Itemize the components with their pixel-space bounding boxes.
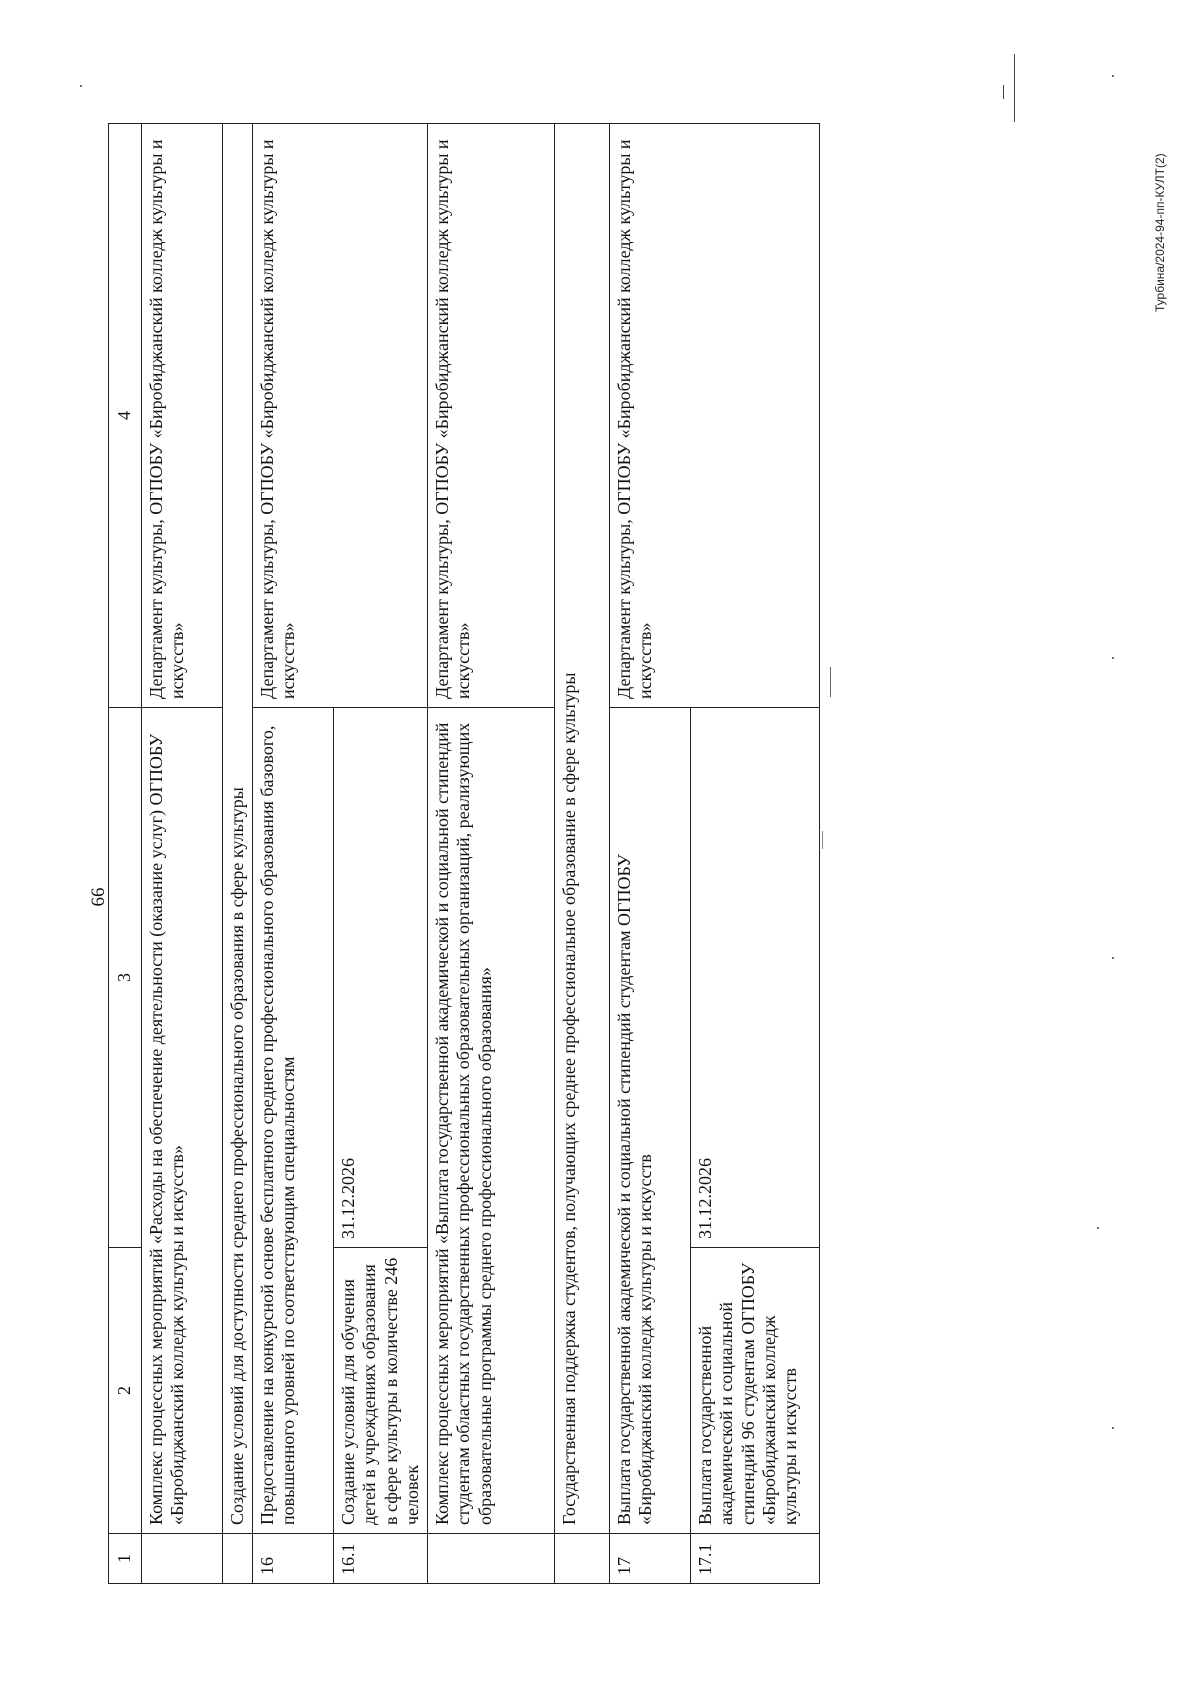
row-text: Комплекс процессных мероприятий «Расходы на обеспечение деятельности (оказание услуг) ОГПОБУ «Биробиджанский колледж культуры и искусств» (142, 708, 223, 1534)
page-number: 66 (88, 887, 109, 907)
row-number: 17.1 (691, 1534, 820, 1584)
scan-mark (1014, 54, 1015, 122)
section-title: Создание условий для доступности среднего профессионального образования в сфере культуры (223, 124, 253, 1534)
scan-mark (830, 667, 831, 697)
column-header-3: 3 (109, 708, 142, 1248)
row-number: 16.1 (334, 1534, 428, 1584)
row-text: Комплекс процессных мероприятий «Выплата государственной академической и социальной стипендий студентам областных государственных профессиональных образовательных организаций, реализующих образовательные программы среднего профессионального образования» (428, 708, 555, 1534)
row-date: 31.12.2026 (334, 708, 428, 1248)
empty-cell (223, 1534, 253, 1584)
scan-speck (1097, 1227, 1099, 1229)
scan-mark (822, 831, 823, 849)
table-row (142, 124, 223, 1584)
section-row (223, 124, 253, 1584)
scan-speck (1112, 1427, 1114, 1429)
row-number (142, 1534, 223, 1584)
scan-speck (80, 85, 82, 87)
row-responsible: Департамент культуры, ОГПОБУ «Биробиджанский колледж культуры и искусств» (253, 124, 428, 708)
row-text: Выплата государственной академической и социальной стипендий студентам ОГПОБУ «Биробиджанский колледж культуры и искусств (610, 708, 691, 1534)
column-header-4: 4 (109, 124, 142, 708)
row-text: Выплата государственной академической и социальной стипендий 96 студентам ОГПОБУ «Биробиджанский колледж культуры и искусств (691, 1248, 820, 1534)
scan-mark (1003, 85, 1004, 99)
row-responsible: Департамент культуры, ОГПОБУ «Биробиджанский колледж культуры и искусств» (142, 124, 223, 708)
table-row (253, 124, 334, 1584)
table-row (428, 124, 555, 1584)
row-number (428, 1534, 555, 1584)
column-header-2: 2 (109, 1248, 142, 1534)
table-row (610, 124, 691, 1584)
row-responsible: Департамент культуры, ОГПОБУ «Биробиджанский колледж культуры и искусств» (428, 124, 555, 708)
table-header-row (109, 124, 142, 1584)
empty-cell (555, 1534, 610, 1584)
row-text: Предоставление на конкурсной основе бесплатного среднего профессионального образования базового, повышенного уровней по соответствующим специальностям (253, 708, 334, 1534)
scan-speck (1112, 657, 1114, 659)
scan-speck (1112, 957, 1114, 959)
section-row (555, 124, 610, 1584)
section-title: Государственная поддержка студентов, получающих среднее профессиональное образование в сфере культуры (555, 124, 610, 1534)
row-text: Создание условий для обучения детей в учреждениях образования в сфере культуры в количестве 246 человек (334, 1248, 428, 1534)
row-number: 16 (253, 1534, 334, 1584)
program-table (108, 123, 820, 1584)
column-header-1: 1 (109, 1534, 142, 1584)
row-date: 31.12.2026 (691, 708, 820, 1248)
scan-speck (1112, 75, 1114, 77)
document-code: Турбина/2024-94-пп-КУЛТ(2) (1153, 153, 1167, 312)
row-number: 17 (610, 1534, 691, 1584)
row-responsible: Департамент культуры, ОГПОБУ «Биробиджанский колледж культуры и искусств» (610, 124, 820, 708)
